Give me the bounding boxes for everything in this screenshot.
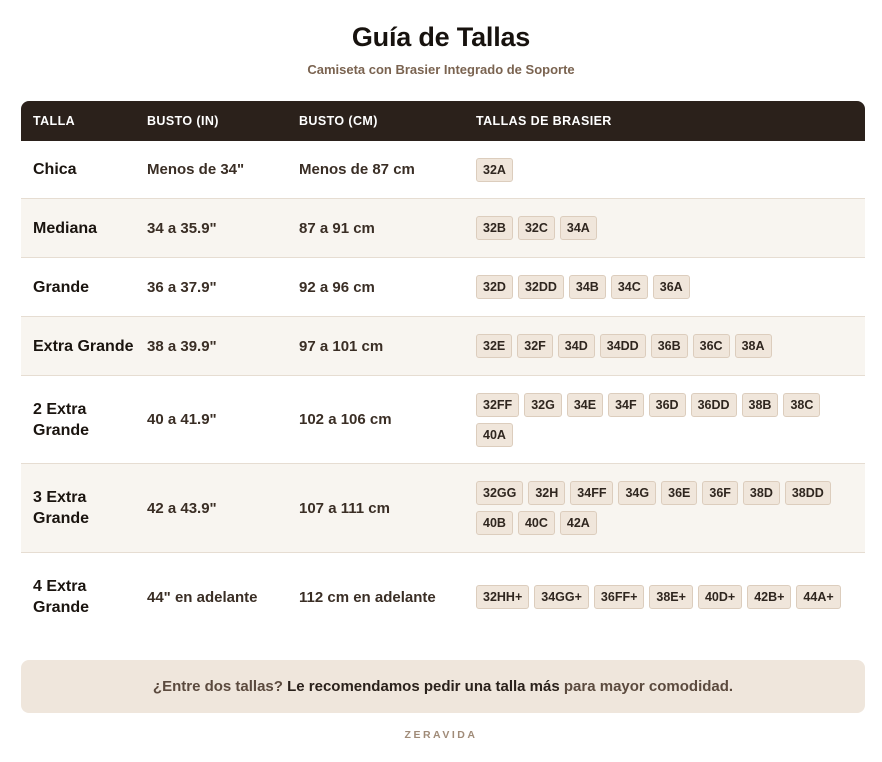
bra-size-chip: 32A [476,158,513,182]
bust-in-value: 42 a 43.9" [147,499,217,517]
size-name: Mediana [33,219,98,237]
bra-size-chip: 32DD [518,275,564,299]
column-header-bust-cm: BUSTO (CM) [299,114,378,128]
bust-in-value: 34 a 35.9" [147,219,217,237]
note-tail: para mayor comodidad. [563,678,734,695]
bra-size-chip: 34F [608,393,644,417]
bra-sizes-cell [476,216,865,240]
bust-cm-value: 102 a 106 cm [299,411,392,428]
bust-in-value: 38 a 39.9" [147,337,217,355]
note-lead: ¿Entre dos tallas? [152,678,283,695]
bra-size-chip: 40D+ [698,585,742,609]
bra-size-chip: 34G [618,481,656,505]
bra-size-chip: 36FF+ [594,585,644,609]
size-name: 2 Extra Grande [33,400,90,439]
bust-cm-value: Menos de 87 cm [299,161,415,178]
size-name: Chica [33,161,77,178]
bra-size-chip: 38E+ [649,585,693,609]
bra-size-chip: 36F [702,481,738,505]
table-row [21,317,865,376]
bra-size-chip: 34E [567,393,603,417]
column-header-size: TALLA [33,114,76,128]
bust-in-value: 44" en adelante [147,588,258,606]
bra-size-chip: 38B [742,393,779,417]
table-row [21,199,865,258]
bra-size-chip: 34FF [570,481,613,505]
column-header-bra-sizes: TALLAS DE BRASIER [476,114,612,128]
bra-size-chip: 42A [560,511,597,535]
size-name: 4 Extra Grande [33,578,90,616]
bra-size-chip: 32G [524,393,562,417]
size-chart-table [21,101,865,641]
bra-sizes-cell [476,585,865,609]
size-name: Grande [33,278,90,296]
bra-size-chip: 34A [560,216,597,240]
bra-size-chip: 32D [476,275,513,299]
size-name: 3 Extra Grande [33,489,90,527]
note-emphasis: Le recomendamos pedir una talla más [287,678,560,695]
bra-size-chip: 32FF [476,393,519,417]
bra-size-chip: 34GG+ [534,585,589,609]
bra-size-chip: 32HH+ [476,585,529,609]
bust-cm-value: 97 a 101 cm [299,337,384,355]
bust-cm-value: 107 a 111 cm [299,499,390,517]
bra-sizes-cell [476,393,865,447]
bra-size-chip: 42B+ [747,585,791,609]
table-row [21,141,865,199]
bust-cm-value: 92 a 96 cm [299,278,375,296]
table-row [21,376,865,464]
bra-sizes-cell [476,158,865,182]
brand-name: ZERAVIDA [404,729,478,741]
table-header [21,101,865,141]
bust-in-value: 40 a 41.9" [147,411,217,428]
bra-size-chip: 40C [518,511,555,535]
page-subtitle: Camiseta con Brasier Integrado de Soporte [307,62,575,77]
bra-size-chip: 32B [476,216,513,240]
bra-size-chip: 36B [651,334,688,358]
bra-size-chip: 36D [649,393,686,417]
bra-size-chip: 36C [693,334,730,358]
bust-cm-value: 87 a 91 cm [299,219,375,237]
table-row [21,464,865,553]
bra-size-chip: 34D [558,334,595,358]
bra-size-chip: 34DD [600,334,646,358]
bra-size-chip: 34B [569,275,606,299]
bra-size-chip: 38DD [785,481,831,505]
size-name: Extra Grande [33,337,134,355]
bra-size-chip: 38A [735,334,772,358]
bust-cm-value: 112 cm en adelante [299,588,436,606]
bra-sizes-cell [476,275,865,299]
bra-size-chip: 32E [476,334,512,358]
bust-in-value: 36 a 37.9" [147,278,217,296]
bra-size-chip: 32H [528,481,565,505]
bra-size-chip: 40B [476,511,513,535]
bra-size-chip: 44A+ [796,585,840,609]
bra-size-chip: 32GG [476,481,523,505]
column-header-bust-in: BUSTO (IN) [147,114,219,128]
bra-size-chip: 36E [661,481,697,505]
bra-size-chip: 38C [783,393,820,417]
table-row [21,553,865,641]
bra-size-chip: 36DD [691,393,737,417]
bra-size-chip: 32C [518,216,555,240]
page-title: Guía de Tallas [351,22,531,52]
bust-in-value: Menos de 34" [147,161,245,178]
bra-sizes-cell [476,481,865,535]
bra-sizes-cell [476,334,865,358]
bra-size-chip: 40A [476,423,513,447]
size-recommendation-note [21,660,865,713]
bra-size-chip: 36A [653,275,690,299]
table-row [21,258,865,317]
bra-size-chip: 38D [743,481,780,505]
bra-size-chip: 32F [517,334,553,358]
bra-size-chip: 34C [611,275,648,299]
